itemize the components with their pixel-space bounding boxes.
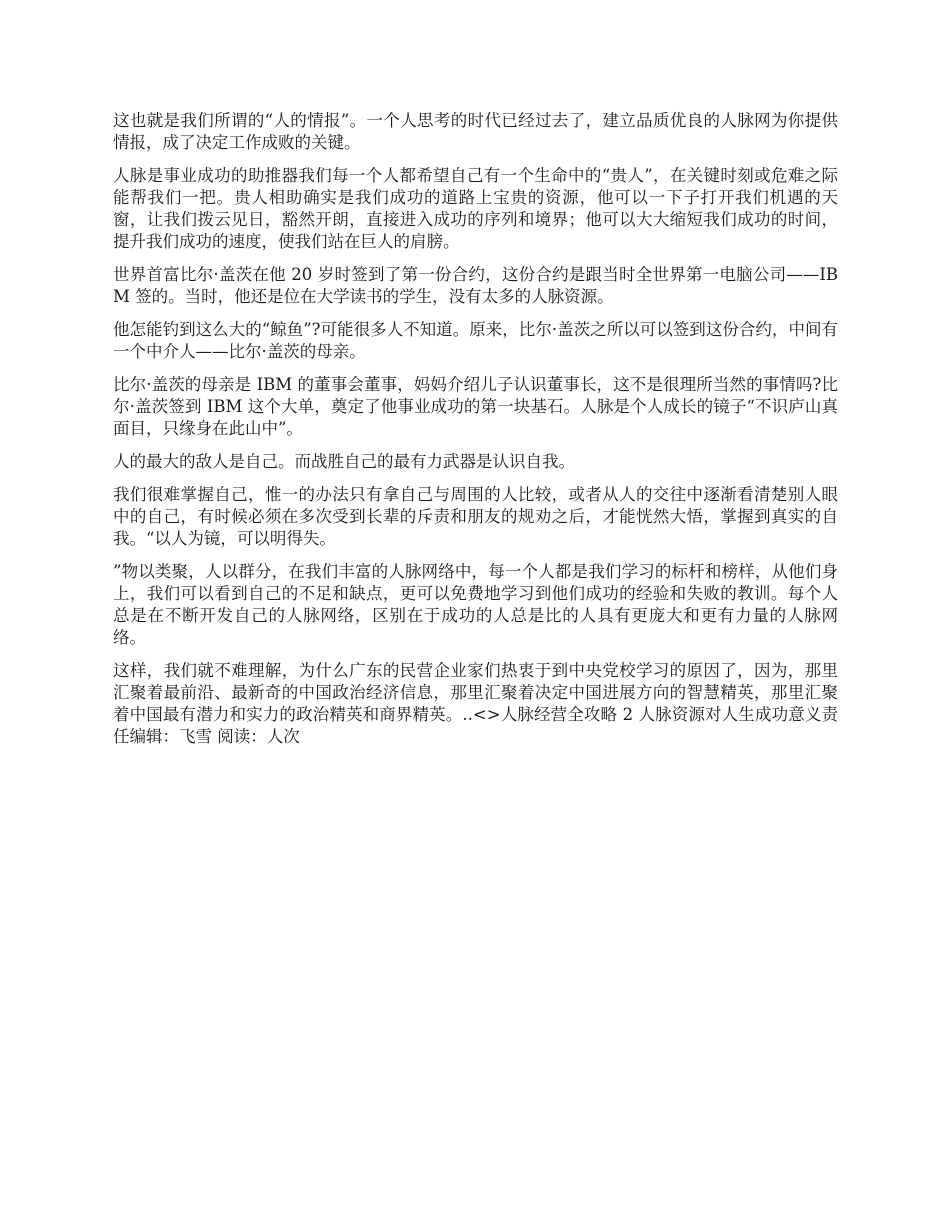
paragraph-2: 人脉是事业成功的助推器我们每一个人都希望自己有一个生命中的“贵人”，在关键时刻或危难之际能帮我们一把。贵人相助确实是我们成功的道路上宝贵的资源，他可以一下子打开我们机遇的天窗，让我们拨云见日，豁然开朗，直接进入成功的序列和境界；他可以大大缩短我们成功的时间，提升我们成功的速度，使我们站在巨人的肩膀。 (113, 166, 838, 251)
paragraph-4: 他怎能钓到这么大的“鲸鱼”?可能很多人不知道。原来，比尔·盖茨之所以可以签到这份合约，中间有一个中介人——比尔·盖茨的母亲。 (113, 320, 838, 361)
paragraph-3: 世界首富比尔·盖茨在他 20 岁时签到了第一份合约，这份合约是跟当时全世界第一电脑公司——IBM 签的。当时，他还是位在大学读书的学生，没有太多的人脉资源。 (113, 265, 838, 306)
paragraph-8: ”物以类聚，人以群分，在我们丰富的人脉网络中，每一个人都是我们学习的标杆和榜样，从他们身上，我们可以看到自己的不足和缺点，更可以免费地学习到他们成功的经验和失败的教训。每个人总是在不断开发自己的人脉网络，区别在于成功的人总是比的人具有更庞大和更有力量的人脉网络。 (113, 562, 838, 647)
paragraph-1: 这也就是我们所谓的“人的情报”。一个人思考的时代已经过去了，建立品质优良的人脉网为你提供情报，成了决定工作成败的关键。 (113, 111, 838, 152)
paragraph-5: 比尔·盖茨的母亲是 IBM 的董事会董事，妈妈介绍儿子认识董事长，这不是很理所当然的事情吗?比尔·盖茨签到 IBM 这个大单，奠定了他事业成功的第一块基石。人脉是个人成长的镜子“不识庐山真面目，只缘身在此山中”。 (113, 375, 838, 438)
paragraph-7: 我们很难掌握自己，惟一的办法只有拿自己与周围的人比较，或者从人的交往中逐渐看清楚别人眼中的自己，有时候必须在多次受到长辈的斥责和朋友的规劝之后，才能恍然大悟，掌握到真实的自我。“以人为镜，可以明得失。 (113, 485, 838, 548)
paragraph-6: 人的最大的敌人是自己。而战胜自己的最有力武器是认识自我。 (113, 452, 575, 471)
paragraph-9: 这样，我们就不难理解，为什么广东的民营企业家们热衷于到中央党校学习的原因了，因为，那里汇聚着最前沿、最新奇的中国政治经济信息，那里汇聚着决定中国进展方向的智慧精英，那里汇聚着中国最有潜力和实力的政治精英和商界精英。..<>人脉经营全攻略 2 人脉资源对人生成功意义责任编辑：飞雪 阅读：人次 (113, 661, 838, 746)
